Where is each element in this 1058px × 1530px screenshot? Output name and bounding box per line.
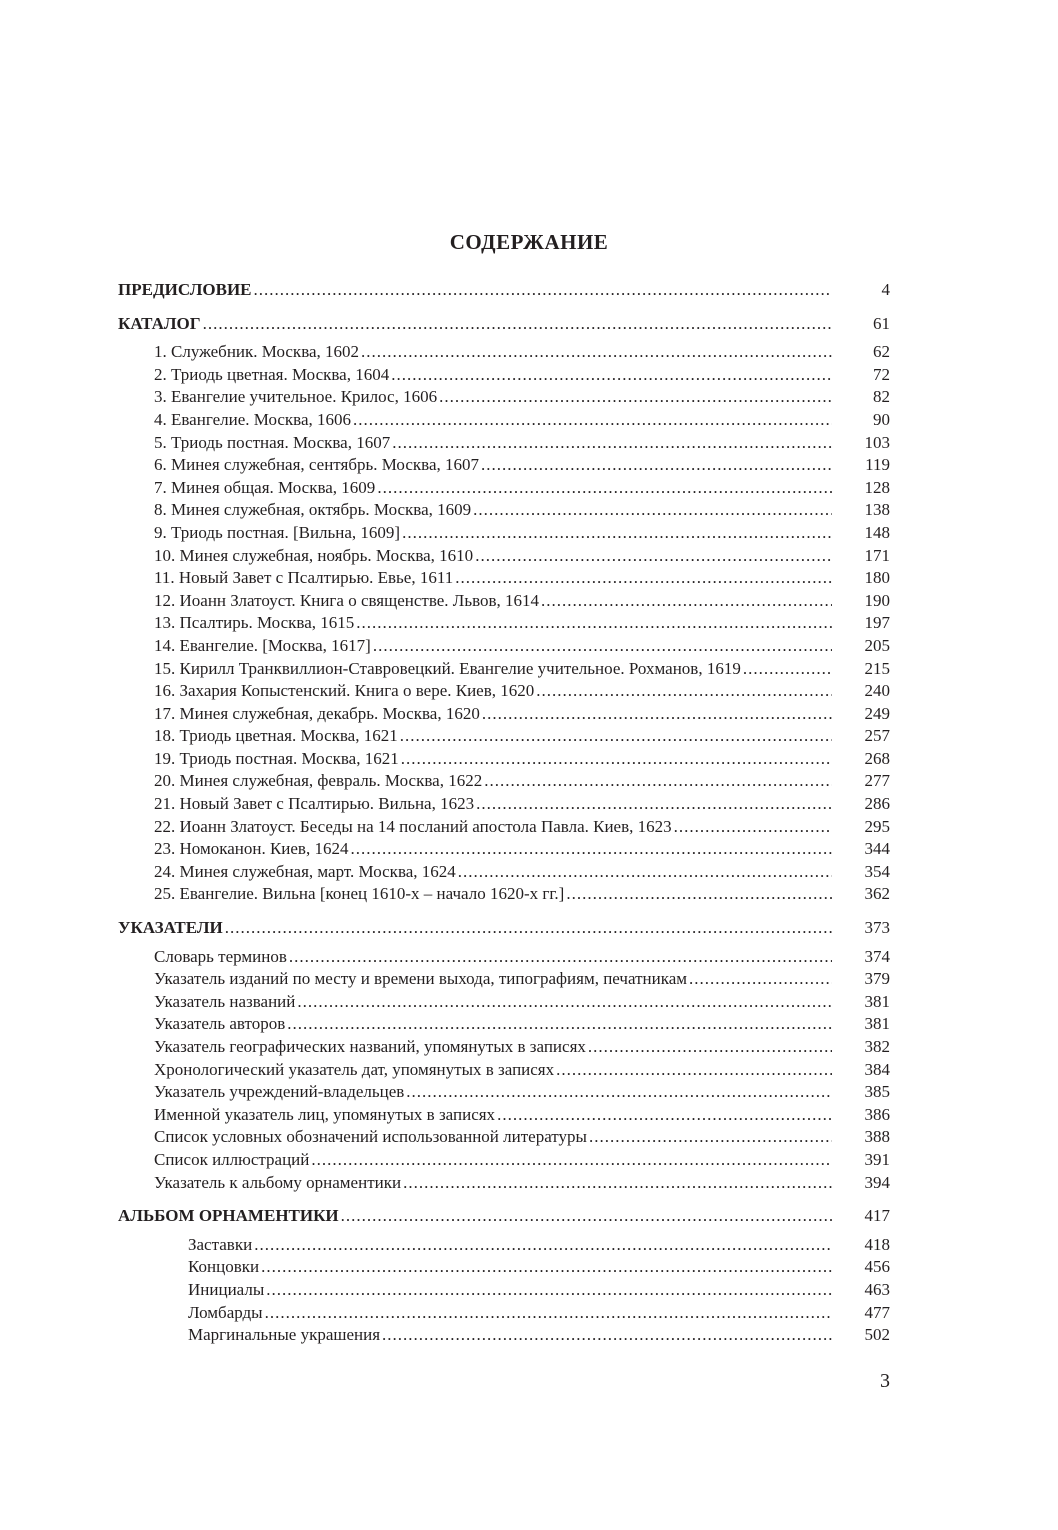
dot-leader <box>265 1302 832 1325</box>
toc-entry <box>118 748 890 771</box>
toc-entry-label: Ломбарды <box>188 1302 263 1322</box>
toc-entry-page: 215 <box>864 658 890 678</box>
dot-leader <box>311 1149 832 1172</box>
toc-entry-label: АЛЬБОМ ОРНАМЕНТИКИ <box>118 1206 339 1226</box>
toc-entry-label: Заставки <box>188 1234 253 1254</box>
toc-entry <box>118 946 890 969</box>
toc-entry-page: 190 <box>864 590 890 610</box>
dot-leader <box>566 883 832 906</box>
toc-entry-page: 128 <box>864 477 890 497</box>
toc-entry-label: 6. Минея служебная, сентябрь. Москва, 1607 <box>154 455 480 475</box>
toc-entry <box>118 1104 890 1127</box>
dot-leader <box>261 1256 832 1279</box>
toc-entry-label: Список условных обозначений использованной литературы <box>154 1127 587 1147</box>
toc-entry-label: КАТАЛОГ <box>118 313 201 333</box>
toc-entry <box>118 658 890 681</box>
toc-entry-page: 388 <box>864 1127 890 1147</box>
toc-entry <box>118 861 890 884</box>
toc-entry-page: 295 <box>864 816 890 836</box>
toc-entry-label: 20. Минея служебная, февраль. Москва, 1622 <box>154 771 483 791</box>
toc-entry-page: 382 <box>864 1037 890 1056</box>
dot-leader <box>473 499 832 522</box>
dot-leader <box>400 725 832 748</box>
dot-leader <box>455 567 832 590</box>
toc-entry-page: 138 <box>864 500 890 520</box>
toc-entry <box>118 364 890 387</box>
dot-leader <box>484 770 832 793</box>
toc-entry-page: 477 <box>864 1302 890 1322</box>
dot-leader <box>439 386 832 409</box>
toc-entry-label: 10. Минея служебная, ноябрь. Москва, 1610 <box>154 545 474 565</box>
toc-section <box>118 279 890 302</box>
toc-entry-page: 286 <box>864 794 890 814</box>
dot-leader <box>536 680 832 703</box>
toc-entry <box>118 522 890 545</box>
dot-leader <box>743 658 832 681</box>
toc-entry <box>118 793 890 816</box>
toc-entry-label: 14. Евангелие. [Москва, 1617] <box>154 635 371 655</box>
dot-leader <box>254 1234 832 1257</box>
toc-entry <box>118 567 890 590</box>
toc-entry <box>118 1302 890 1325</box>
toc-entry-page: 240 <box>864 681 890 701</box>
toc-entry-label: 5. Триодь постная. Москва, 1607 <box>154 432 391 452</box>
dot-leader <box>588 1036 832 1059</box>
toc-entry <box>118 1013 890 1036</box>
dot-leader <box>341 1205 832 1228</box>
dot-leader <box>475 545 832 568</box>
toc-entry-page: 394 <box>864 1172 890 1192</box>
toc-entry <box>118 409 890 432</box>
toc-entry-page: 82 <box>873 387 890 407</box>
dot-leader <box>391 364 832 387</box>
toc-section <box>118 1205 890 1228</box>
toc-entry-page: 119 <box>865 455 890 475</box>
toc-entry <box>118 612 890 635</box>
toc-entry <box>118 1234 890 1257</box>
toc-entry-page: 386 <box>864 1104 890 1124</box>
toc-entry-label: 4. Евангелие. Москва, 1606 <box>154 409 352 429</box>
dot-leader <box>406 1081 832 1104</box>
toc-entry <box>118 1149 890 1172</box>
dot-leader <box>401 748 832 771</box>
toc-entry-label: 16. Захария Копыстенский. Книга о вере. Киев, 1620 <box>154 681 535 701</box>
toc-entry-page: 381 <box>864 1014 890 1034</box>
toc-entry-label: 15. Кирилл Транквиллион-Ставровецкий. Евангелие учительное. Рохманов, 1619 <box>154 658 741 678</box>
dot-leader <box>589 1126 832 1149</box>
page-number: 3 <box>880 1370 890 1392</box>
dot-leader <box>297 991 832 1014</box>
toc-entry-page: 61 <box>873 313 890 333</box>
toc-entry-label: 25. Евангелие. Вильна [конец 1610-х – начало 1620-х гг.] <box>154 884 565 904</box>
toc-entry-page: 257 <box>864 726 890 746</box>
toc-entry <box>118 386 890 409</box>
toc-entry-page: 373 <box>864 918 890 938</box>
toc-entry <box>118 703 890 726</box>
toc-entry-label: 19. Триодь постная. Москва, 1621 <box>154 748 399 768</box>
dot-leader <box>266 1279 832 1302</box>
toc-entry-page: 344 <box>864 839 890 859</box>
toc-entry-page: 103 <box>864 432 890 452</box>
dot-leader <box>689 968 832 991</box>
toc-section <box>118 313 890 336</box>
toc-entry-page: 374 <box>864 946 890 966</box>
dot-leader <box>373 635 832 658</box>
toc-entry <box>118 1256 890 1279</box>
toc-entry-label: ПРЕДИСЛОВИЕ <box>118 280 252 299</box>
toc-entry-label: Список иллюстраций <box>154 1149 310 1169</box>
toc-entry-page: 268 <box>864 748 890 768</box>
dot-leader <box>402 522 832 545</box>
toc-entry-label: 2. Триодь цветная. Москва, 1604 <box>154 364 390 384</box>
toc-entry-label: 12. Иоанн Златоуст. Книга о священстве. Львов, 1614 <box>154 590 540 610</box>
toc-entry-label: Концовки <box>188 1257 260 1277</box>
toc-entry-page: 381 <box>864 991 890 1011</box>
toc-entry-page: 148 <box>864 522 890 542</box>
toc-entry <box>118 1172 890 1195</box>
dot-leader <box>361 341 832 364</box>
toc-entry-label: Хронологический указатель дат, упомянутых в записях <box>154 1059 555 1079</box>
toc-entry-page: 362 <box>864 884 890 904</box>
dot-leader <box>353 409 832 432</box>
toc-entry-page: 384 <box>864 1059 890 1079</box>
toc-entry-label: 17. Минея служебная, декабрь. Москва, 1620 <box>154 703 480 723</box>
dot-leader <box>482 703 832 726</box>
toc-entry-page: 463 <box>864 1279 890 1299</box>
toc-entry <box>118 1081 890 1104</box>
toc-entry-label: Указатель авторов <box>154 1014 286 1034</box>
toc-entry <box>118 991 890 1014</box>
toc-entry-label: 24. Минея служебная, март. Москва, 1624 <box>154 861 456 881</box>
toc-entry-page: 354 <box>864 861 890 881</box>
dot-leader <box>225 917 832 940</box>
toc-entry-label: Маргинальные украшения <box>188 1325 381 1345</box>
toc-entry <box>118 680 890 703</box>
toc-entry-page: 456 <box>864 1257 890 1277</box>
toc-entry-label: Указатель географических названий, упомянутых в записях <box>154 1037 586 1056</box>
toc-entry <box>118 883 890 906</box>
toc-entry-page: 4 <box>881 280 890 299</box>
toc-entry <box>118 341 890 364</box>
toc-entry-label: 7. Минея общая. Москва, 1609 <box>154 477 376 497</box>
dot-leader <box>287 1013 832 1036</box>
toc-entry-page: 62 <box>873 342 890 362</box>
toc-entry <box>118 1059 890 1082</box>
toc-entry-page: 90 <box>873 409 890 429</box>
toc-entry-page: 171 <box>864 545 890 565</box>
toc-entry-label: 22. Иоанн Златоуст. Беседы на 14 посланий апостола Павла. Киев, 1623 <box>154 816 672 836</box>
dot-leader <box>476 793 832 816</box>
toc-entry <box>118 816 890 839</box>
toc-entry-label: 21. Новый Завет с Псалтирью. Вильна, 1623 <box>154 794 475 814</box>
toc-section <box>118 917 890 940</box>
toc-entry <box>118 1126 890 1149</box>
toc-entry <box>118 432 890 455</box>
toc-entry <box>118 770 890 793</box>
page-title: СОДЕРЖАНИЕ <box>449 230 609 254</box>
toc-entry <box>118 545 890 568</box>
toc-entry-label: 13. Псалтирь. Москва, 1615 <box>154 613 355 633</box>
toc-entry <box>118 1036 890 1059</box>
toc-entry-page: 379 <box>864 969 890 989</box>
toc-entry-label: Именной указатель лиц, упомянутых в записях <box>154 1104 496 1124</box>
toc-entry-label: Словарь терминов <box>154 946 287 966</box>
dot-leader <box>392 432 832 455</box>
toc-entry-label: 1. Служебник. Москва, 1602 <box>154 342 360 362</box>
toc-entry-label: Указатель изданий по месту и времени выхода, типографиям, печатникам <box>154 969 688 989</box>
toc-entry <box>118 454 890 477</box>
toc-entry-page: 502 <box>864 1325 890 1345</box>
toc-entry-page: 197 <box>864 613 890 633</box>
toc-entry-label: Инициалы <box>188 1279 265 1299</box>
toc-entry-label: Указатель к альбому орнаментики <box>154 1172 402 1192</box>
toc-entry <box>118 838 890 861</box>
dot-leader <box>356 612 832 635</box>
dot-leader <box>556 1059 832 1082</box>
toc-entry-label: 18. Триодь цветная. Москва, 1621 <box>154 726 398 746</box>
dot-leader <box>377 477 832 500</box>
dot-leader <box>541 590 832 613</box>
toc-entry-label: Указатель учреждений-владельцев <box>154 1082 405 1102</box>
toc-entry-label: 8. Минея служебная, октябрь. Москва, 1609 <box>154 500 472 520</box>
toc-entry-label: УКАЗАТЕЛИ <box>118 918 223 938</box>
toc-entry <box>118 1324 890 1347</box>
toc-entry-label: 23. Номоканон. Киев, 1624 <box>154 839 349 859</box>
toc-entry <box>118 1279 890 1302</box>
dot-leader <box>203 313 832 336</box>
toc-entry <box>118 635 890 658</box>
dot-leader <box>458 861 832 884</box>
table-of-contents <box>118 279 890 1347</box>
dot-leader <box>254 279 832 302</box>
toc-entry-page: 391 <box>864 1149 890 1169</box>
dot-leader <box>350 838 832 861</box>
toc-entry-page: 249 <box>864 703 890 723</box>
dot-leader <box>497 1104 832 1127</box>
toc-entry-page: 418 <box>864 1234 890 1254</box>
toc-entry-page: 72 <box>873 364 890 384</box>
dot-leader <box>403 1172 832 1195</box>
toc-entry-label: 9. Триодь постная. [Вильна, 1609] <box>154 522 401 542</box>
toc-entry-label: Указатель названий <box>154 991 296 1011</box>
dot-leader <box>289 946 832 969</box>
dot-leader <box>674 816 832 839</box>
toc-entry <box>118 725 890 748</box>
toc-entry <box>118 968 890 991</box>
dot-leader <box>481 454 832 477</box>
toc-entry-page: 205 <box>864 635 890 655</box>
toc-entry-label: 11. Новый Завет с Псалтирью. Евье, 1611 <box>154 568 454 588</box>
toc-entry-page: 277 <box>864 771 890 791</box>
toc-entry <box>118 590 890 613</box>
toc-entry-page: 180 <box>864 568 890 588</box>
toc-entry-page: 385 <box>864 1082 890 1102</box>
toc-entry <box>118 499 890 522</box>
toc-entry-page: 417 <box>864 1206 890 1226</box>
dot-leader <box>382 1324 832 1347</box>
toc-entry-label: 3. Евангелие учительное. Крилос, 1606 <box>154 387 438 407</box>
toc-entry <box>118 477 890 500</box>
